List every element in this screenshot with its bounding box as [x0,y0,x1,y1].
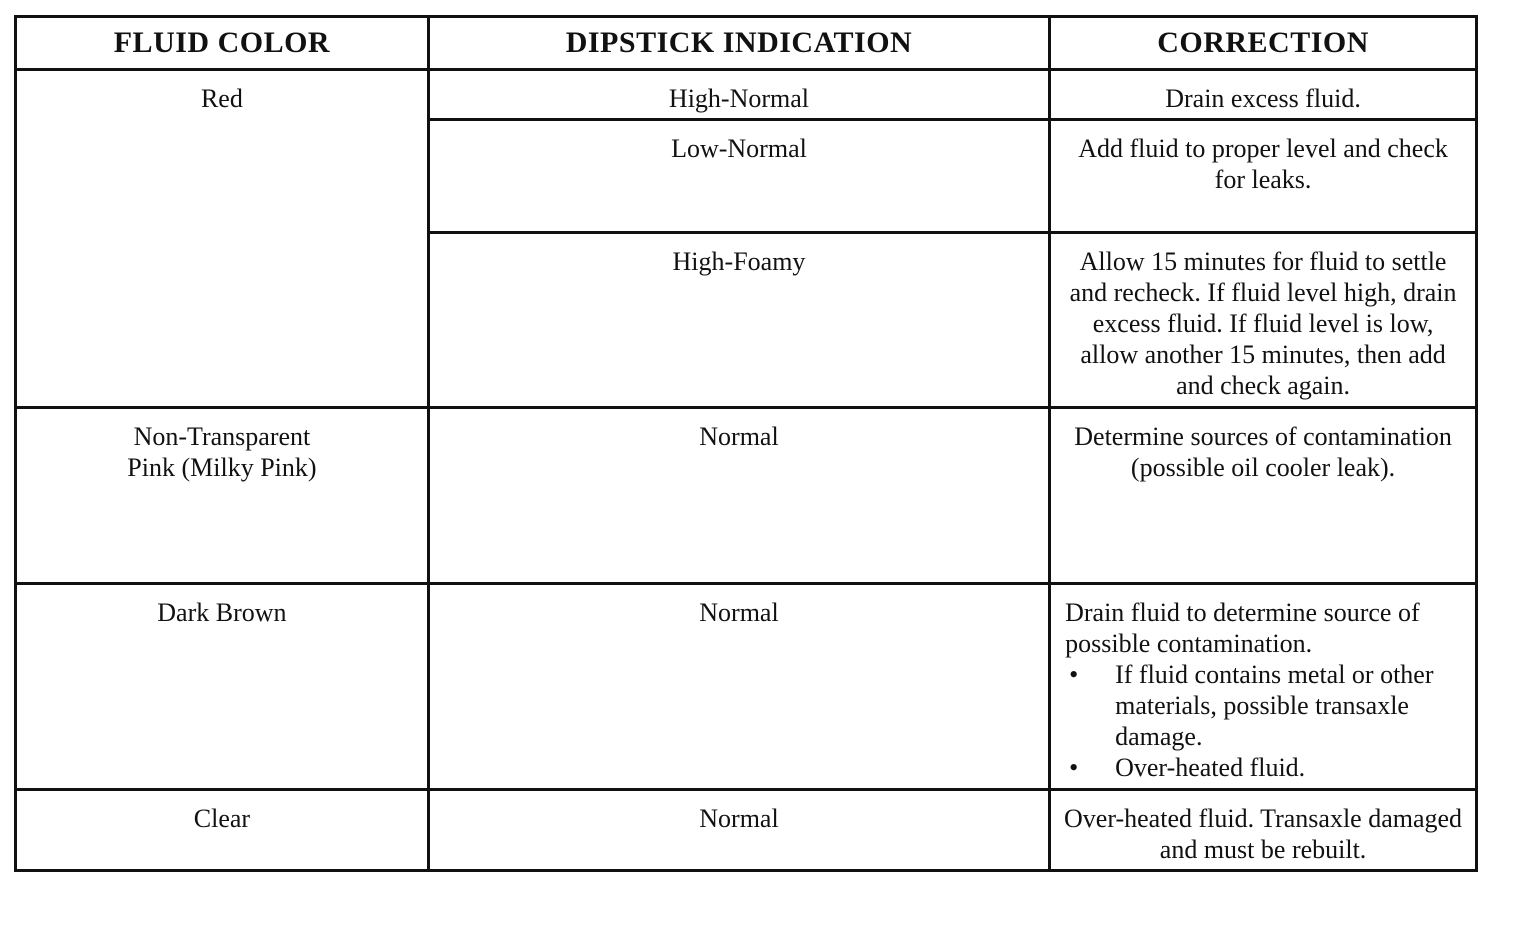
fluid-color-line-1: Non-Transparent [133,422,311,451]
dipstick-cell [428,233,1049,408]
bullet-text: Over-heated fluid. [1115,753,1306,782]
header-dipstick-indication: DIPSTICK INDICATION [428,17,1049,70]
dipstick-normal: Normal [699,804,779,833]
fluid-color-line-2: Pink (Milky Pink) [127,453,317,482]
table-row [16,790,1477,871]
correction-cell [1050,408,1477,584]
list-item [1065,752,1463,783]
fluid-color-milky-pink [17,409,427,483]
table-row [16,408,1477,584]
dipstick-cell [428,70,1049,120]
fluid-color-red: Red [200,84,243,113]
dipstick-cell [428,584,1049,790]
dipstick-high-foamy: High-Foamy [672,247,806,276]
dipstick-normal: Normal [699,598,779,627]
dipstick-cell [428,120,1049,233]
bullet-icon: • [1069,753,1079,782]
table-row [16,70,1477,120]
table-row [16,584,1477,790]
fluid-color-cell [16,408,429,584]
correction-allow-settle: Allow 15 minutes for fluid to settle and recheck. If fluid level high, drain excess fluid. If fluid level is low, allow another 15 minutes, then add and check again. [1069,247,1457,400]
correction-bullet-list [1051,659,1475,783]
table-header-row [16,17,1477,70]
correction-drain-excess: Drain excess fluid. [1165,84,1361,113]
correction-contamination-sources: Determine sources of contamination (possible oil cooler leak). [1074,422,1452,482]
fluid-color-cell [16,70,429,408]
correction-cell [1050,120,1477,233]
correction-transaxle-damaged: Over-heated fluid. Transaxle damaged and must be rebuilt. [1064,804,1463,864]
dipstick-normal: Normal [699,422,779,451]
header-fluid-color: FLUID COLOR [16,17,429,70]
correction-cell [1050,233,1477,408]
bullet-text: If fluid contains metal or other materials, possible transaxle damage. [1115,660,1434,751]
correction-cell [1050,70,1477,120]
correction-drain-fluid: Drain fluid to determine source of possible contamination. [1065,598,1420,658]
fluid-diagnosis-table [14,15,1478,872]
correction-add-fluid: Add fluid to proper level and check for leaks. [1078,134,1448,194]
dipstick-high-normal: High-Normal [668,84,810,113]
bullet-icon: • [1069,660,1079,689]
fluid-color-clear: Clear [193,804,251,833]
correction-cell [1050,584,1477,790]
fluid-color-cell [16,790,429,871]
list-item [1065,659,1463,752]
dipstick-low-normal: Low-Normal [671,134,807,163]
dipstick-cell [428,790,1049,871]
fluid-color-dark-brown: Dark Brown [157,598,287,627]
correction-cell [1050,790,1477,871]
dipstick-cell [428,408,1049,584]
header-correction: CORRECTION [1050,17,1477,70]
fluid-color-cell [16,584,429,790]
